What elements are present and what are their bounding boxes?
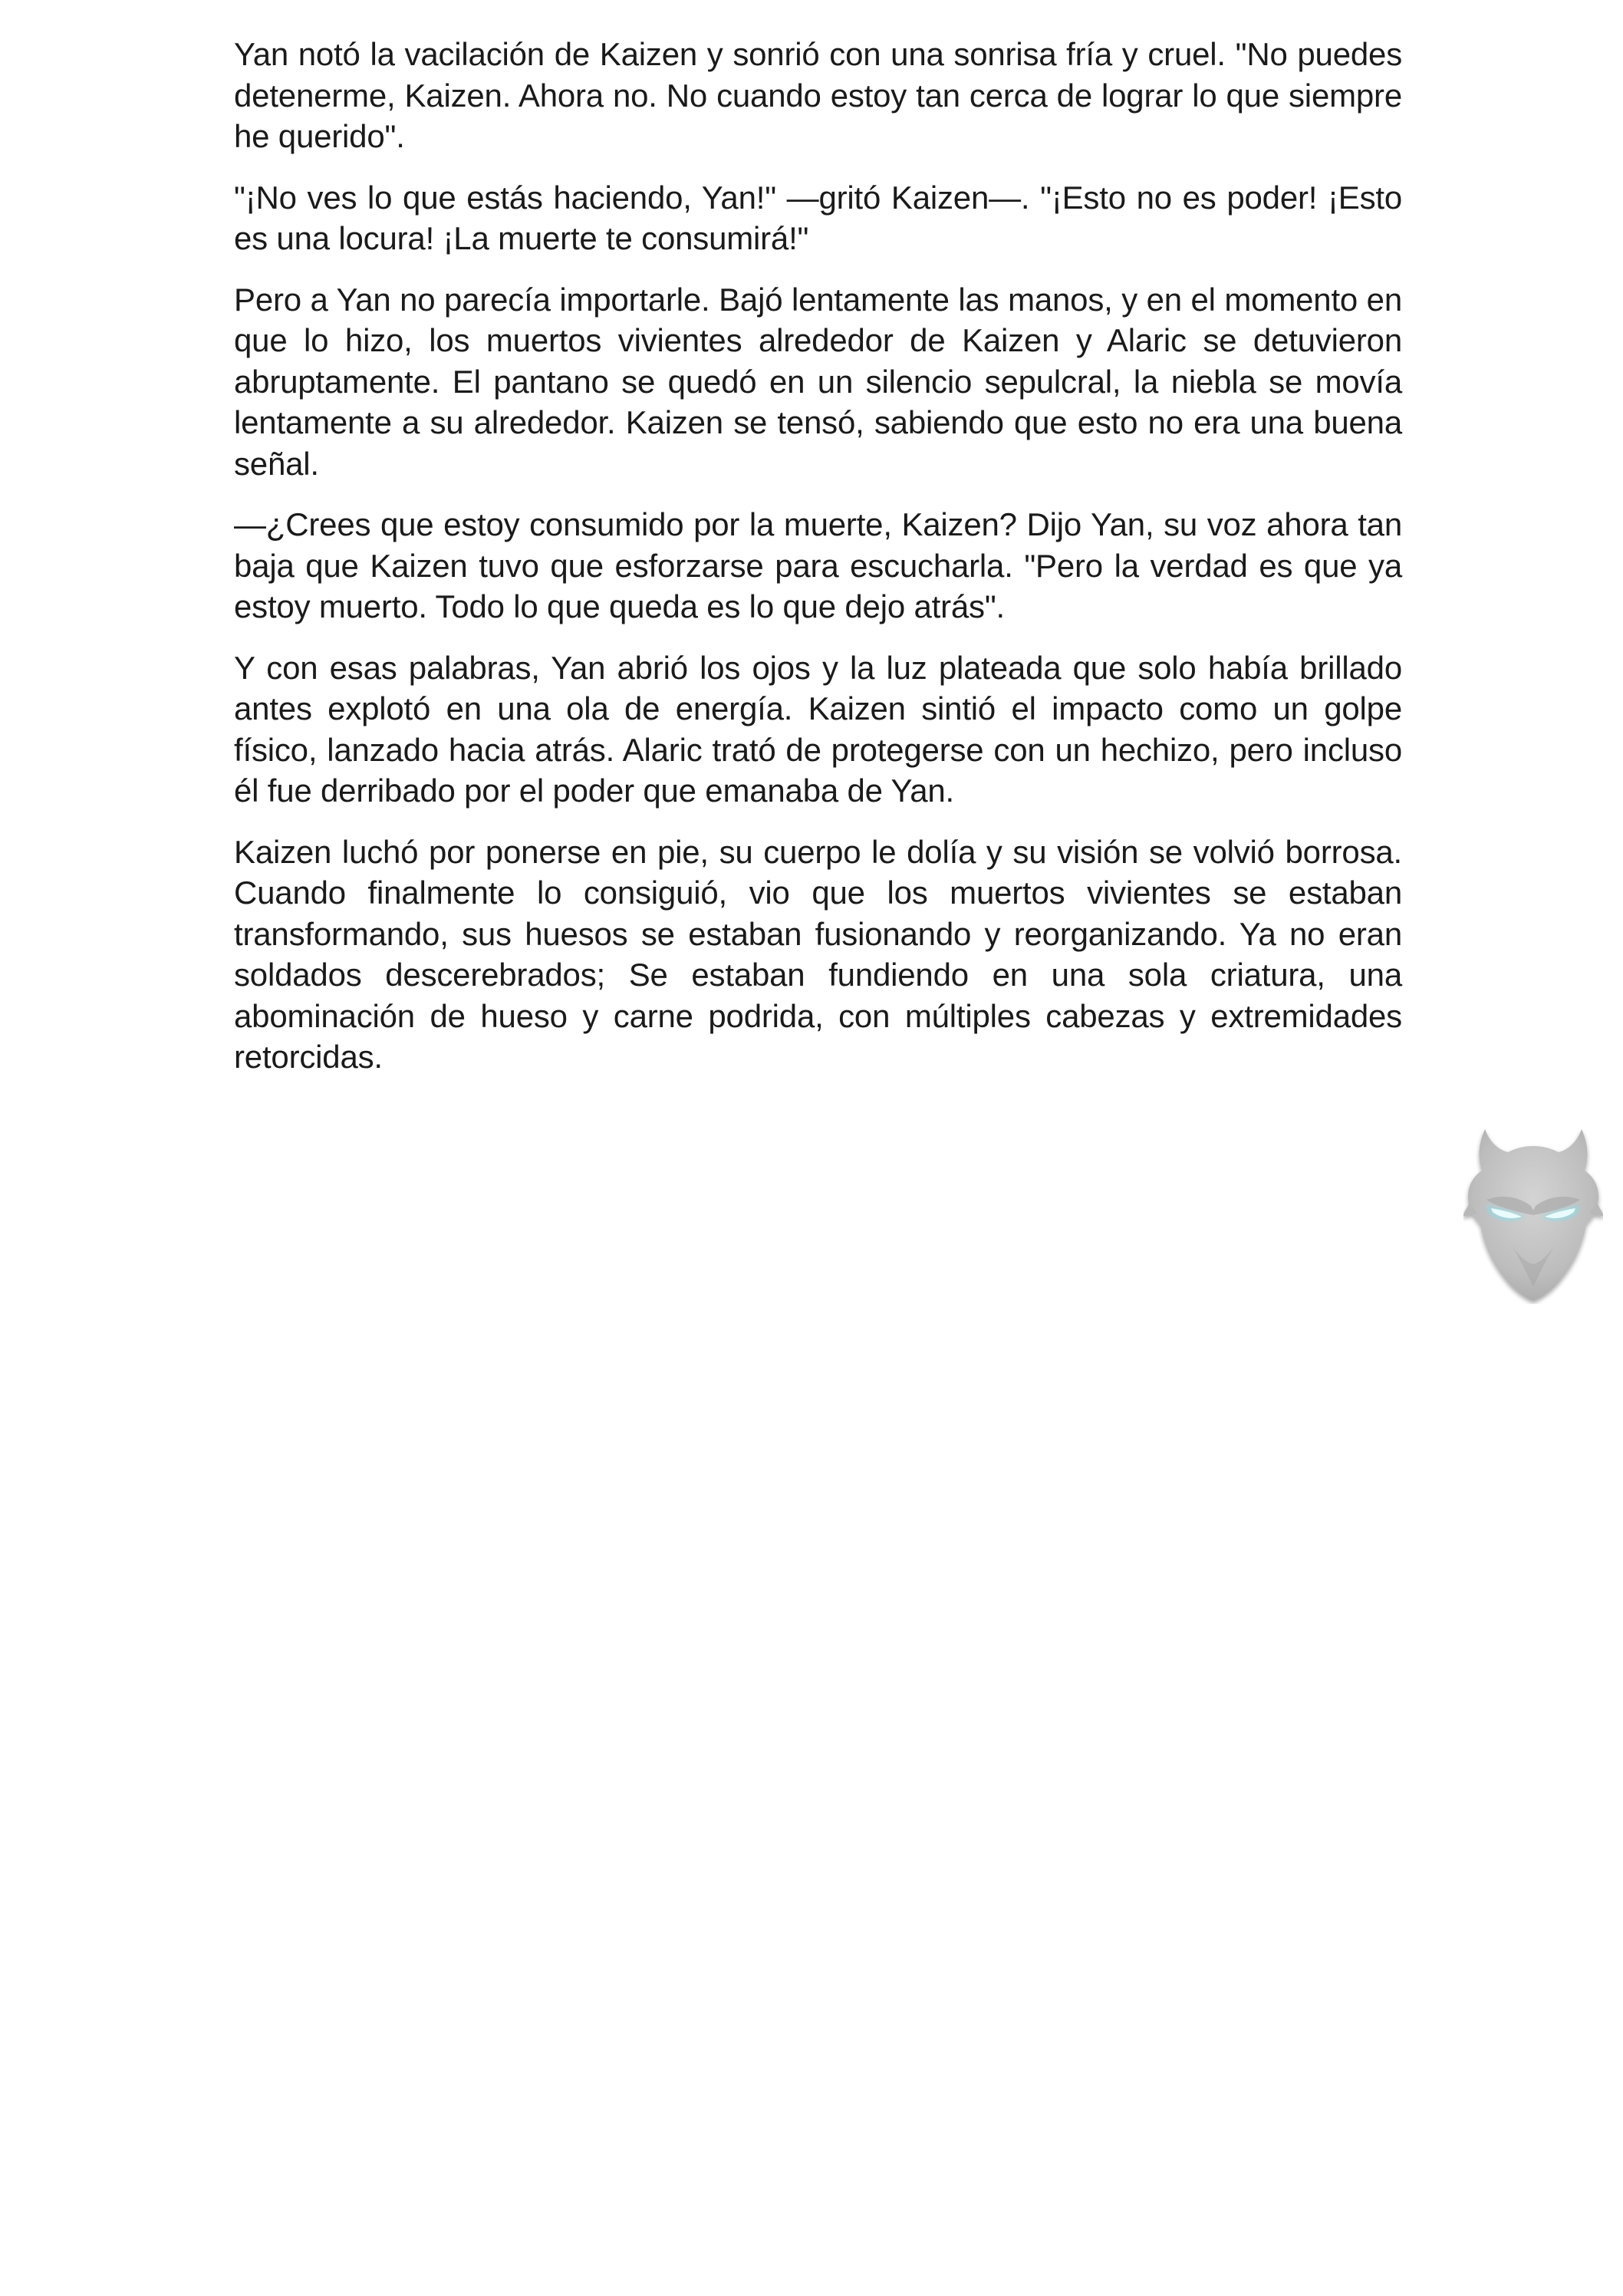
paragraph-4: —¿Crees que estoy consumido por la muerte, Kaizen? Dijo Yan, su voz ahora tan baja que Kaizen tuvo que esforzarse para escucharla. "Pero la verdad es que ya estoy muerto. Todo lo que queda es lo que dejo atrás". <box>234 506 1402 624</box>
paragraph-3: Pero a Yan no parecía importarle. Bajó lentamente las manos, y en el momento en que lo hizo, los muertos vivientes alrededor de Kaizen y Alaric se detuvieron abruptamente. El pantano se quedó en un silencio sepulcral, la niebla se movía lentamente a su alrededor. Kaizen se tensó, sabiendo que esto no era una buena señal. <box>234 281 1402 482</box>
paragraph-1: Yan notó la vacilación de Kaizen y sonrió con una sonrisa fría y cruel. "No puedes detenerme, Kaizen. Ahora no. No cuando estoy tan cerca de lograr lo que siempre he querido". <box>234 36 1402 154</box>
paragraph-2: "¡No ves lo que estás haciendo, Yan!" —gritó Kaizen—. "¡Esto no es poder! ¡Esto es una locura! ¡La muerte te consumirá!" <box>234 179 1402 256</box>
demon-head-icon <box>1463 1126 1603 1304</box>
paragraph-6: Kaizen luchó por ponerse en pie, su cuerpo le dolía y su visión se volvió borrosa. Cuando finalmente lo consiguió, vio que los muertos vivientes se estaban transformando, sus huesos se estaban fusionando y reorganizando. Ya no eran soldados descerebrados; Se estaban fundiendo en una sola criatura, una abominación de hueso y carne podrida, con múltiples cabezas y extremidades retorcidas. <box>234 833 1402 1075</box>
story-text <box>234 34 1402 1098</box>
paragraph-5: Y con esas palabras, Yan abrió los ojos y la luz plateada que solo había brillado antes explotó en una ola de energía. Kaizen sintió el impacto como un golpe físico, lanzado hacia atrás. Alaric trató de protegerse con un hechizo, pero incluso él fue derribado por el poder que emanaba de Yan. <box>234 649 1402 809</box>
